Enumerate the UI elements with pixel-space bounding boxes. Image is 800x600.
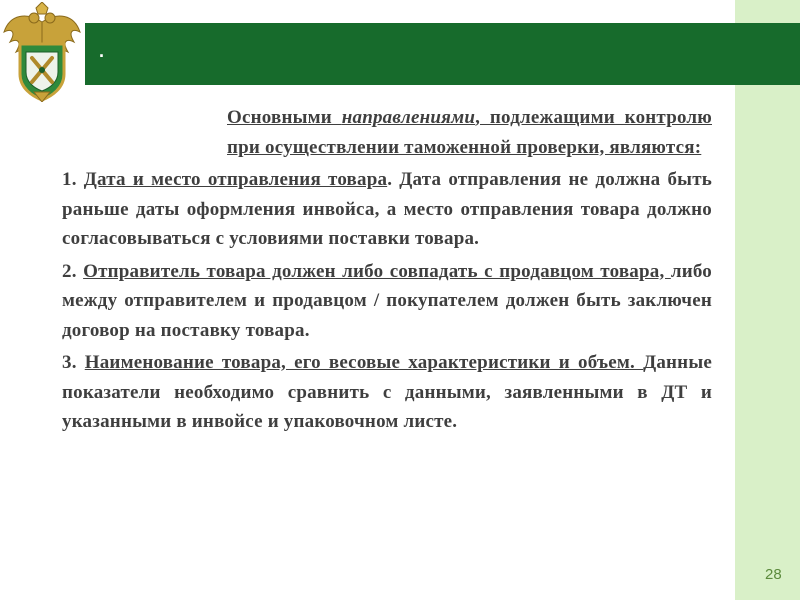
right-decorative-stripe <box>735 0 800 600</box>
item-heading: Отправитель товара должен либо совпадать с продавцом товара, <box>83 260 671 282</box>
item-text: . Дата отправления не должна быть раньше даты оформления инвойса, а место отправления товара должно согласовываться с условиями поставки товара. <box>62 169 712 249</box>
customs-emblem-icon <box>2 2 82 102</box>
header-bar <box>85 23 800 85</box>
item-heading: Дата и место отправления товара <box>83 169 388 190</box>
item-heading: Наименование товара, его весовые характеристики и объем. <box>84 352 644 373</box>
intro-italic: направлениями <box>341 107 476 128</box>
item-number: 1. <box>62 169 84 190</box>
slide-title: . <box>99 41 105 61</box>
slide-body-text <box>62 103 712 437</box>
item-text: Данные показатели необходимо сравнить с данными, заявленными в ДТ и указанными в инвойсе и упаковочном листе. <box>62 352 712 432</box>
item-number: 2. <box>62 260 84 282</box>
intro-after: , подлежащими контролю при осуществлении таможенной проверки, являются: <box>227 107 712 158</box>
list-item <box>62 165 712 254</box>
item-text: либо между отправителем и продавцом / покупателем должен быть заключен договор на поставку товара. <box>62 260 712 341</box>
item-number: 3. <box>62 352 85 373</box>
list-item <box>62 348 712 437</box>
intro-paragraph <box>62 103 712 162</box>
page-number: 28 <box>765 566 782 583</box>
list-item <box>62 257 712 346</box>
intro-before: Основными <box>227 107 342 128</box>
